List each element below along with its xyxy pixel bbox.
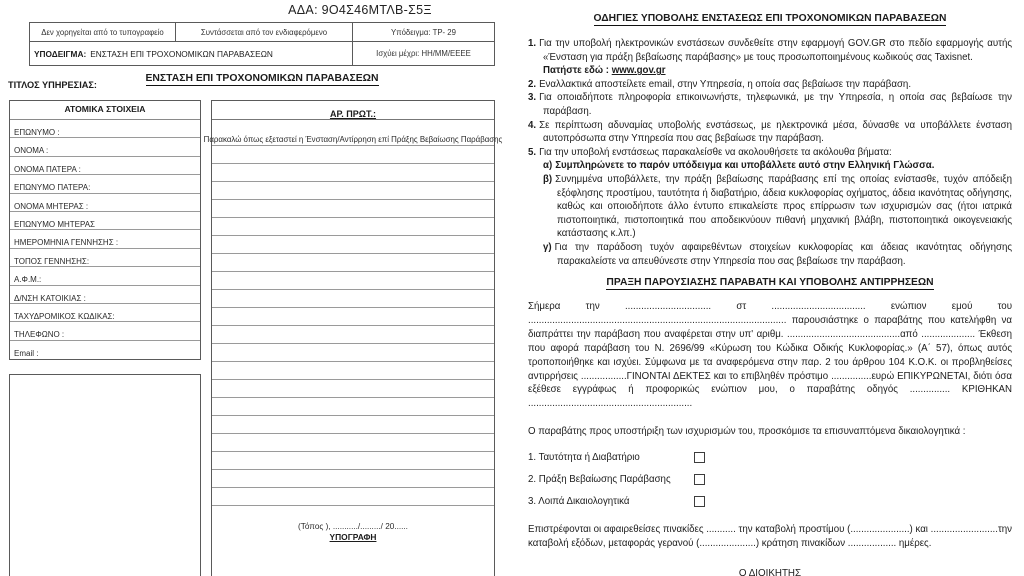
personal-data-field-label: ΕΠΩΝΥΜΟ ΠΑΤΕΡΑ:: [14, 183, 91, 193]
ruled-line: [212, 452, 494, 470]
ruled-line: [212, 398, 494, 416]
protocol-header-wrap: [212, 101, 494, 120]
checkbox[interactable]: [694, 474, 705, 485]
header-table-row2: [30, 42, 494, 65]
personal-data-field-row: [10, 194, 200, 212]
personal-data-field-row: [10, 175, 200, 193]
instruction-item-text: Σε περίπτωση αδυναμίας υποβολής ενστάσεως, με ηλεκτρονικά μέσα, δύνασθε να υποβάλλετε ένσταση αυτοπρόσωπα στην Υπηρεσία που σας βεβαίωσε την παράβαση.: [539, 119, 1012, 145]
act-body: Σήμερα την ................................ στ ................................... ενώπιον εμού του ................................................................................................ παρουσιάστηκε ο παραβάτης που κατελήφθη να διαπράττει την παράβαση που αναφέρεται στην υπ' αριθμ. ..........................................από .................... Έκθεση που αφορά παράβαση του Ν. 2696/99 «Κύρωση του Κώδικα Οδικής Κυκλοφορίας.» (Α΄ 57), όπως αυτός τροποποιήθηκε και ισχύει. Σύμφωνα με τα αναφερόμενα στην παρ. 2 του άρθρου 104 Κ.Ο.Κ. οι προβληθείσες αντιρρήσεις .................ΓΙΝΟΝΤΑΙ ΔΕΚΤΕΣ και το επιβληθέν πρόστιμο ...............ευρώ ΕΠΙΚΥΡΩΝΕΤΑΙ, διότι όσα εξέθεσε εγγράφως ή προφορικώς ενώπιον μου, ο παραβάτης οδηγός ............... ΚΡΙΘΗΚΑΝ .............................................................: [528, 301, 1012, 410]
commander-signature-title: Ο ΔΙΟΙΚΗΤΗΣ: [738, 568, 802, 576]
personal-data-field-label: Α.Φ.Μ.:: [14, 275, 42, 285]
header-cell-drafted-by: Συντάσσεται από τον ενδιαφερόμενο: [176, 23, 353, 41]
instruction-substep-text: Συνημμένα υποβάλλετε, την πράξη βεβαίωσης παράβασης επί της οποίας ενίστασθε, τυχόν απόδειξη εξόφλησης προστίμου, ταυτότητα ή διαβατήριο, άδεια κυκλοφορίας οχήματος, άδεια ικανότητας οδήγησης, καθώς και οποιοδήποτε άλλο έντυπο επικαλείστε προς επίρρωσιν των ισχυρισμών σας (ήτοι ιατρικά πιστοποιητικά, πιστοποιητικά που αποδεικνύουν πιθανή μηχανική βλάβη, πιστοποιητικά οικογενειακής κατάστασης κ.λπ.): [555, 173, 1012, 240]
gov-gr-link[interactable]: www.gov.gr: [611, 65, 666, 77]
ruled-line: [212, 254, 494, 272]
instruction-item: [528, 146, 1012, 160]
personal-data-field-label: ΗΜΕΡΟΜΗΝΙΑ ΓΕΝΝΗΣΗΣ :: [14, 238, 119, 248]
checklist-row: [528, 468, 1012, 490]
instruction-item-number: 2.: [528, 78, 537, 90]
instructions-list: [528, 37, 1012, 159]
personal-data-field-label: ΟΝΟΜΑ :: [14, 146, 49, 156]
personal-data-field-row: [10, 120, 200, 138]
instruction-item: [528, 37, 1012, 78]
request-line: Παρακαλώ όπως εξεταστεί η Ένσταση/Αντίρρηση επί Πράξης Βεβαίωσης Παράβασης: [203, 135, 503, 144]
personal-data-field-row: [10, 157, 200, 175]
specimen-value: ΕΝΣΤΑΣΗ ΕΠΙ ΤΡΟΧΟΝΟΜΙΚΩΝ ΠΑΡΑΒΑΣΕΩΝ: [90, 48, 273, 59]
ruled-line: [212, 218, 494, 236]
ruled-line: [212, 326, 494, 344]
act-return-text: Επιστρέφονται οι αφαιρεθείσες πινακίδες ........... την καταβολή προστίμου (......................) και .........................την καταβολή εξόδων, μεταφοράς γερανού (.....................) κράτηση πινακίδων .................. ημέρες.: [528, 524, 1012, 550]
instruction-substep-letter: α): [543, 160, 553, 172]
ruled-line: [212, 416, 494, 434]
ruled-line: [212, 236, 494, 254]
personal-data-field-label: Email :: [14, 348, 39, 358]
instruction-item-number: 4.: [528, 119, 537, 131]
link-prefix-text: Πατήστε εδώ :: [543, 65, 612, 77]
personal-data-field-row: [10, 212, 200, 230]
header-table: [29, 22, 495, 66]
personal-data-field-row: [10, 138, 200, 156]
ruled-line: [212, 380, 494, 398]
specimen-cell: [30, 42, 353, 65]
checkbox[interactable]: [694, 496, 705, 507]
personal-data-field-label: ΤΑΧΥΔΡΟΜΙΚΟΣ ΚΩΔΙΚΑΣ:: [14, 311, 115, 321]
act-section: [528, 272, 1012, 576]
form-title-wrap: [29, 68, 495, 86]
ruled-line: [212, 344, 494, 362]
ruled-line: [212, 200, 494, 218]
checklist-label: 1. Ταυτότητα ή Διαβατήριο: [528, 451, 640, 463]
ruled-line: [212, 308, 494, 326]
instructions-title-wrap: [528, 8, 1012, 26]
personal-data-field-label: ΤΗΛΕΦΩΝΟ :: [14, 330, 65, 340]
personal-data-field-label: ΟΝΟΜΑ ΠΑΤΕΡΑ :: [14, 164, 81, 174]
instruction-substep-letter: β): [543, 173, 553, 185]
ruled-line: [212, 272, 494, 290]
ruled-line: [212, 434, 494, 452]
instruction-item-number: 1.: [528, 38, 537, 49]
personal-data-field-label: Δ/ΝΣΗ ΚΑΤΟΙΚΙΑΣ :: [14, 293, 86, 303]
instruction-item-text: Εναλλακτικά αποστείλετε email, στην Υπηρεσία, η οποία σας βεβαίωσε την παράβαση.: [539, 78, 912, 90]
personal-data-field-row: [10, 286, 200, 304]
protocol-header: ΑΡ. ΠΡΩΤ.:: [329, 109, 377, 119]
ruled-line: [212, 146, 494, 164]
personal-data-field-label: ΕΠΩΝΥΜΟ ΜΗΤΕΡΑΣ: [14, 219, 96, 229]
request-line-row: [203, 120, 503, 146]
instruction-substep-text: Συμπληρώνετε το παρόν υπόδειγμα και υποβάλλετε αυτό στην Ελληνική Γλώσσα.: [555, 160, 935, 172]
ruled-line: [212, 164, 494, 182]
ruled-line: [212, 362, 494, 380]
personal-data-rows: [10, 120, 200, 359]
checklist-label: 3. Λοιπά Δικαιολογητικά: [528, 495, 630, 507]
instruction-item: [528, 78, 1012, 92]
ruled-line: [212, 470, 494, 488]
personal-data-field-row: [10, 230, 200, 248]
documents-checklist: [528, 446, 1012, 512]
act-title-wrap: [528, 272, 1012, 290]
personal-data-field-row: [10, 267, 200, 285]
checklist-label: 2. Πράξη Βεβαίωσης Παράβασης: [528, 473, 671, 485]
instruction-item-number: 3.: [528, 92, 537, 104]
signature-block: [212, 506, 494, 542]
service-title-label: ΤΙΤΛΟΣ ΥΠΗΡΕΣΙΑΣ:: [8, 80, 97, 90]
signature-label: ΥΠΟΓΡΑΦΗ: [329, 532, 377, 542]
header-cell-not-from-printshop: Δεν χορηγείται από το τυπογραφείο: [30, 23, 176, 41]
personal-data-field-label: ΟΝΟΜΑ ΜΗΤΕΡΑΣ :: [14, 201, 89, 211]
instruction-item-text: Για οποιαδήποτε πληροφορία επικοινωνήστε, τηλεφωνικά, με την Υπηρεσία, η οποία σας βεβαίωσε την παράβαση.: [539, 92, 1012, 117]
ruled-line: [212, 182, 494, 200]
checklist-row: [528, 446, 1012, 468]
personal-data-field-row: [10, 341, 200, 359]
header-cell-template-no: Υπόδειγμα: ΤΡ- 29: [391, 27, 456, 37]
personal-data-field-label: ΕΠΩΝΥΜΟ :: [14, 128, 60, 137]
valid-until-cell: Ισχύει μέχρι: ΗΗ/ΜΜ/ΕΕΕΕ: [376, 49, 471, 58]
personal-data-table: [9, 100, 201, 360]
instruction-substep: [543, 159, 1012, 173]
act-title: ΠΡΑΞΗ ΠΑΡΟΥΣΙΑΣΗΣ ΠΑΡΑΒΑΤΗ ΚΑΙ ΥΠΟΒΟΛΗΣ ΑΝΤΙΡΡΗΣΕΩΝ: [606, 277, 934, 288]
specimen-label: ΥΠΟΔΕΙΓΜΑ:: [34, 48, 87, 59]
instructions-title: ΟΔΗΓΙΕΣ ΥΠΟΒΟΛΗΣ ΕΝΣΤΑΣΕΩΣ ΕΠΙ ΤΡΟΧΟΝΟΜΙΚΩΝ ΠΑΡΑΒΑΣΕΩΝ: [593, 13, 947, 24]
protocol-column: [203, 100, 503, 576]
form-title: ΕΝΣΤΑΣΗ ΕΠΙ ΤΡΟΧΟΝΟΜΙΚΩΝ ΠΑΡΑΒΑΣΕΩΝ: [145, 73, 379, 84]
gov-link-line: [543, 64, 1012, 78]
personal-data-field-row: [10, 304, 200, 322]
personal-data-header: ΑΤΟΜΙΚΑ ΣΤΟΙΧΕΙΑ: [10, 101, 200, 120]
instruction-item: [528, 119, 1012, 146]
ruled-line: [212, 290, 494, 308]
instructions-substeps: [528, 159, 1012, 268]
instruction-substep-letter: γ): [543, 241, 552, 253]
personal-data-field-row: [10, 249, 200, 267]
instruction-substep: [543, 241, 1012, 268]
instruction-item: [528, 91, 1012, 118]
personal-data-field-row: [10, 322, 200, 340]
personal-data-field-label: ΤΟΠΟΣ ΓΕΝΝΗΣΗΣ:: [14, 256, 90, 266]
instruction-substep-text: Για την παράδοση τυχόν αφαιρεθέντων στοιχείων κυκλοφορίας και άδειας ικανότητας οδήγησης παρακαλείστε να απευθύνεστε στην Υπηρεσία που σας βεβαίωσε την παράβαση.: [554, 241, 1012, 267]
remarks-empty-box: [9, 374, 201, 576]
instruction-item-text: Για την υποβολή ενστάσεως παρακαλείσθε να ακολουθήσετε τα ακόλουθα βήματα:: [539, 146, 892, 158]
instruction-substep: [543, 173, 1012, 241]
ruled-line: [212, 488, 494, 506]
ruled-lines: [212, 146, 494, 506]
header-table-row1: [30, 23, 494, 42]
place-date-line: (Τόπος ), .........../........./ 20......: [298, 522, 408, 531]
instruction-item-number: 5.: [528, 146, 537, 158]
instruction-item-text: Για την υποβολή ηλεκτρονικών ενστάσεων συνδεθείτε στην εφαρμογή GOV.GR στο πεδίο εφαρμογής αυτής «Ένσταση για πράξη βεβαίωσης παράβασης» με τους προσωποποιημένους κωδικούς σας Taxisnet.: [539, 38, 1012, 63]
ada-code: ΑΔΑ: 9Ο4Σ46ΜΤΛΒ-Σ5Ξ: [288, 3, 432, 17]
checklist-row: [528, 490, 1012, 512]
instructions-column: [528, 0, 1012, 268]
checkbox[interactable]: [694, 452, 705, 463]
act-supporting-intro: Ο παραβάτης προς υποστήριξη των ισχυρισμών του, προσκόμισε τα επισυναπτόμενα δικαιολογητικά :: [528, 426, 966, 438]
